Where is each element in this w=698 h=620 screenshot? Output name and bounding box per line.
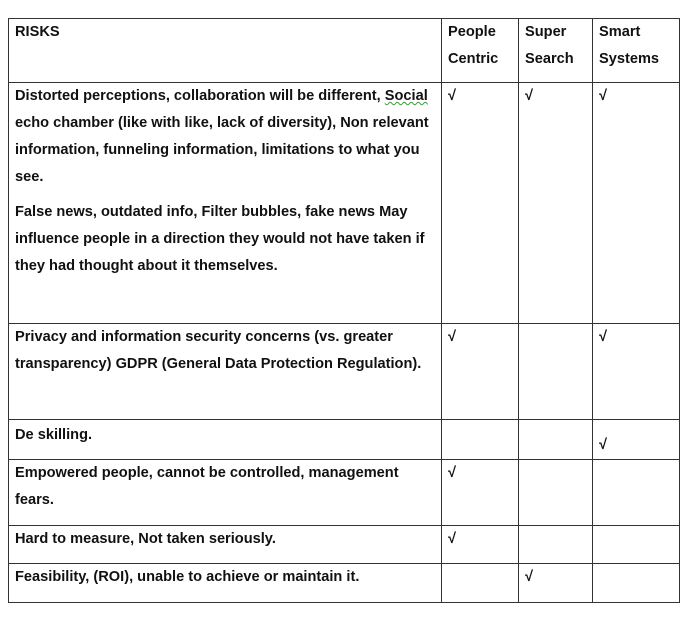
col-header-line: Centric: [448, 51, 499, 67]
check-mark: √: [448, 465, 457, 481]
col-header-people-centric: [442, 19, 519, 83]
table-row: [9, 420, 680, 460]
check-cell: [519, 526, 593, 564]
risk-text: Feasibility, (ROI), unable to achieve or maintain it.: [9, 564, 442, 603]
check-cell: [593, 526, 680, 564]
table-row: [9, 460, 680, 526]
check-cell: [442, 83, 519, 324]
risk-text-part: echo chamber (like with like, lack of diversity), Non relevant information, funneling information, limitations to what you see.: [15, 115, 429, 185]
table-row: [9, 324, 680, 420]
risk-text: Hard to measure, Not taken seriously.: [9, 526, 442, 564]
check-cell: [593, 83, 680, 324]
check-cell: [519, 83, 593, 324]
check-cell: [519, 324, 593, 420]
col-header-line: Search: [525, 51, 574, 67]
check-cell: [593, 324, 680, 420]
check-cell: [593, 420, 680, 460]
spellcheck-word: Social: [384, 88, 428, 104]
check-mark: √: [599, 437, 608, 453]
col-header-line: People: [448, 24, 496, 40]
check-cell: [519, 460, 593, 526]
risk-text-part: Distorted perceptions, collaboration will be different,: [15, 88, 385, 104]
risk-text: Privacy and information security concerns (vs. greater transparency) GDPR (General Data Protection Regulation).: [9, 324, 442, 420]
check-mark: √: [599, 329, 608, 345]
check-cell: [519, 420, 593, 460]
risk-text: De skilling.: [9, 420, 442, 460]
col-header-smart-systems: [593, 19, 680, 83]
check-cell: [442, 420, 519, 460]
col-header-line: Super: [525, 24, 567, 40]
check-cell: [442, 460, 519, 526]
check-cell: [442, 564, 519, 603]
risk-text: Empowered people, cannot be controlled, management fears.: [9, 460, 442, 526]
check-mark: √: [448, 88, 457, 104]
check-mark: √: [525, 569, 534, 585]
table-row: [9, 83, 680, 324]
risk-paragraph: False news, outdated info, Filter bubbles, fake news May influence people in a direction they would not have taken if they had thought about it themselves.: [15, 204, 425, 274]
risks-header: RISKS: [9, 19, 442, 83]
check-mark: √: [599, 88, 608, 104]
col-header-super-search: [519, 19, 593, 83]
risk-text: [9, 83, 442, 324]
check-cell: [593, 564, 680, 603]
table-row: [9, 564, 680, 603]
check-cell: [442, 324, 519, 420]
check-mark: √: [525, 88, 534, 104]
check-cell: [442, 526, 519, 564]
check-cell: [593, 460, 680, 526]
col-header-line: Systems: [599, 51, 660, 67]
table-row: [9, 526, 680, 564]
check-cell: [519, 564, 593, 603]
risks-table: [8, 18, 680, 603]
check-mark: √: [448, 531, 457, 547]
risk-paragraph: [15, 83, 435, 191]
check-mark: √: [448, 329, 457, 345]
header-row: [9, 19, 680, 83]
col-header-line: Smart: [599, 24, 641, 40]
